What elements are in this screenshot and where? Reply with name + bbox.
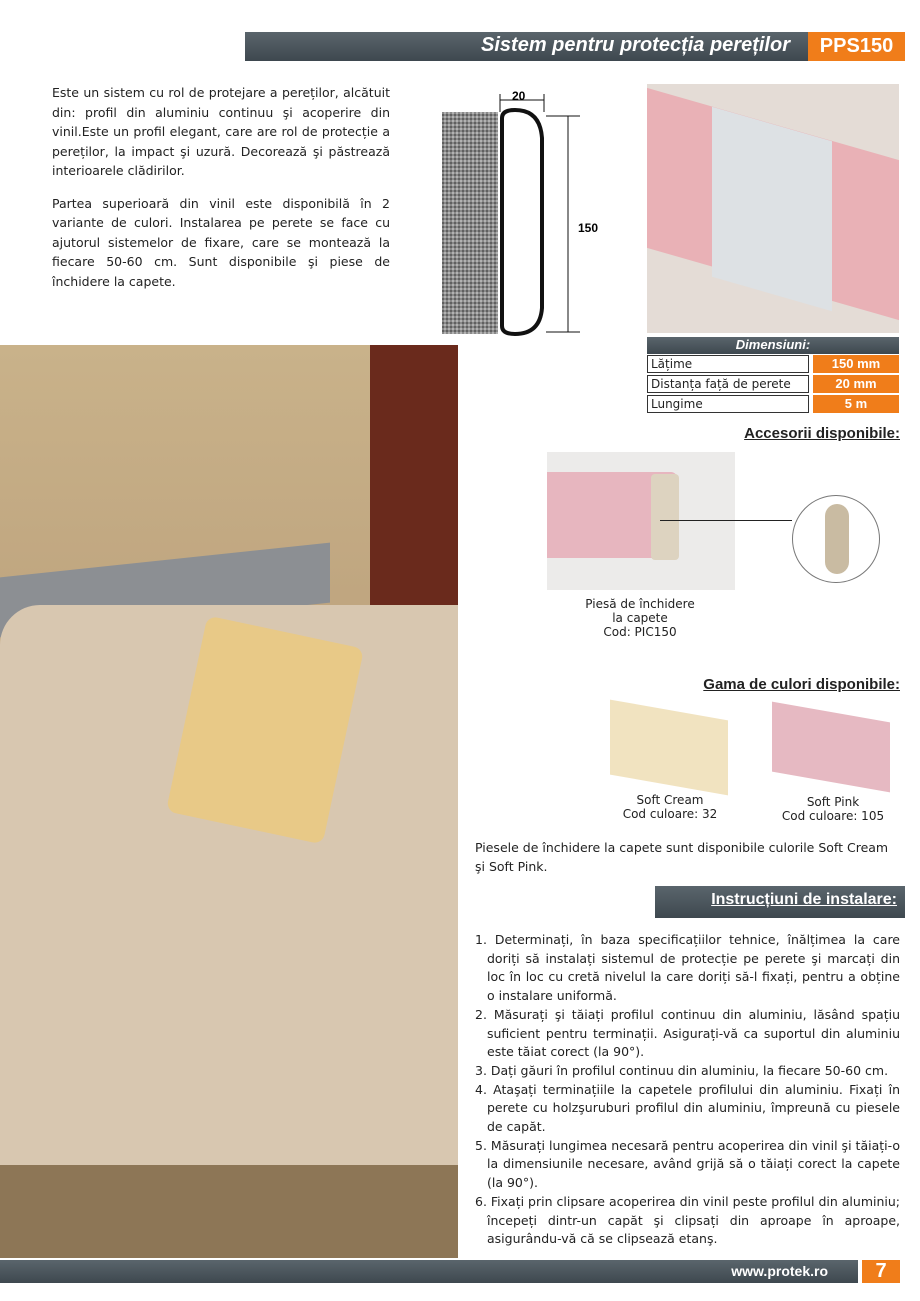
color-name: Soft Cream (636, 793, 704, 807)
dimension-value: 150 mm (813, 355, 899, 373)
dimension-row (647, 395, 899, 413)
instruction-step: 2. Măsurați şi tăiați profilul continuu din aluminiu, lăsând spațiu suficient pentru terminații. Asigurați-vă ca suportul din aluminiu este tăiat corect (la 90°). (475, 1006, 900, 1060)
page-number: 7 (862, 1260, 900, 1283)
page-title: Sistem pentru protecția pereților (245, 32, 808, 61)
caption-line: Piesă de închidere (585, 597, 695, 611)
instruction-step: 4. Ataşați terminațiile la capetele profilului din aluminiu. Fixați în perete cu holzşuruburi profilul din aluminiu, împreună cu piesele de capăt. (475, 1081, 900, 1135)
swatch-soft-pink (772, 702, 890, 793)
colors-heading: Gama de culori disponibile: (703, 676, 900, 693)
dimensions-title: Dimensiuni: (647, 337, 899, 354)
dimension-label: Lățime (647, 355, 809, 373)
accessory-caption (575, 597, 705, 639)
swatch-soft-cream (610, 700, 728, 796)
dimension-label: Lungime (647, 395, 809, 413)
dimension-label: Distanța față de perete (647, 375, 809, 393)
end-cap-image (547, 452, 735, 590)
dimension-value: 5 m (813, 395, 899, 413)
width-dimension-label: 20 (512, 89, 526, 103)
room-photo (0, 345, 458, 1258)
color-code: Cod culoare: 105 (781, 809, 885, 823)
color-code: Cod culoare: 32 (622, 807, 718, 821)
instructions-heading: Instrucțiuni de instalare: (655, 886, 905, 918)
accessories-heading: Accesorii disponibile: (744, 425, 900, 442)
pointer-arrow (660, 520, 792, 521)
footer-url[interactable]: www.protek.ro (0, 1260, 858, 1283)
product-code: PPS150 (808, 32, 905, 61)
dimension-row (647, 355, 899, 373)
color-caption (768, 795, 898, 823)
instruction-step: 1. Determinați, în baza specificațiilor tehnice, înălțimea la care doriți să instalați sistemul de protecție pe perete şi marcați din loc în loc cu cretă nivelul la care doriți să-l fixați, pentru a obține o instalare uniformă. (475, 932, 900, 1004)
end-cap-detail (792, 495, 880, 583)
dimension-row (647, 375, 899, 393)
color-name: Soft Pink (806, 795, 860, 809)
instruction-step: 6. Fixați prin clipsare acoperirea din vinil peste profilul din aluminiu; începeți dintr-un capăt şi clipsați din aproape în aproape, asigurându-vă că se clipsează etanş. (475, 1193, 900, 1247)
instruction-step: 3. Dați găuri în profilul continuu din aluminiu, la fiecare 50-60 cm. (475, 1062, 889, 1078)
dimension-value: 20 mm (813, 375, 899, 393)
product-photo (647, 84, 899, 333)
caption-line: la capete (612, 611, 668, 625)
height-dimension-label: 150 (578, 221, 599, 235)
intro-paragraph: Partea superioară din vinil este disponibilă în 2 variante de culori. Instalarea pe perete se face cu ajutorul sistemelor de fixare, care se montează la fiecare 50-60 cm. Sunt disponibile şi piese de închidere la capete. (52, 195, 390, 289)
instructions-list (475, 931, 900, 1249)
color-caption (605, 793, 735, 821)
colors-note: Piesele de închidere la capete sunt disponibile culorile Soft Cream şi Soft Pink. (475, 840, 889, 874)
profile-section-drawing (440, 88, 620, 338)
instruction-step: 5. Măsurați lungimea necesară pentru acoperirea din vinil şi tăiați-o la dimensiunile necesare, având grijă să o tăiați corect la capete (la 90°). (475, 1137, 900, 1191)
intro-paragraph: Este un sistem cu rol de protejare a pereților, alcătuit din: profil din aluminiu continuu şi acoperire din vinil.Este un profil elegant, care are rol de protecție a pereților, la impact şi uzură. Decorează şi păstrează interioarele clădirilor. (52, 85, 390, 178)
intro-text (52, 83, 390, 304)
accessory-code: Cod: PIC150 (603, 625, 677, 639)
